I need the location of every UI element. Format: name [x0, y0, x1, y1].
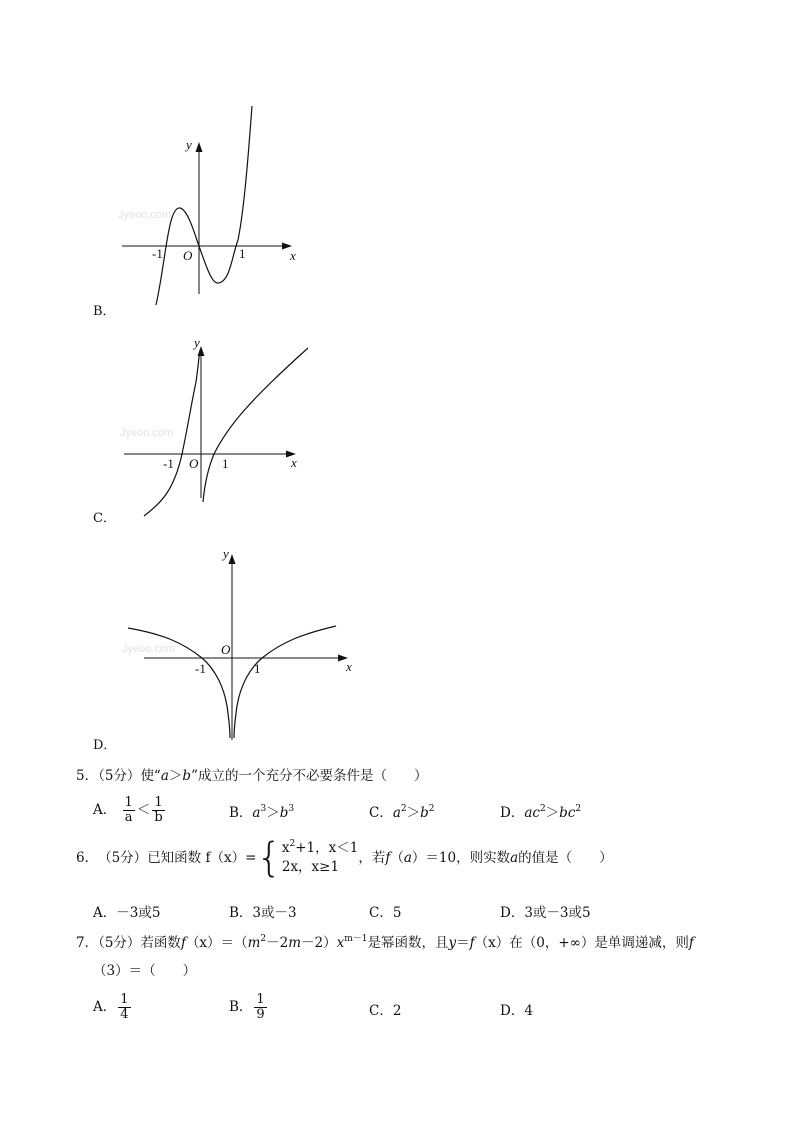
graph-d: [110, 540, 370, 745]
fraction: $\frac{1}{9}$: [256, 992, 265, 1022]
question-number: 7．: [76, 935, 99, 951]
y-axis-label: y: [223, 546, 229, 561]
tick-neg-one: -1: [163, 456, 174, 471]
graph-c: [110, 330, 320, 520]
tick-neg-one: -1: [152, 246, 163, 261]
q7-option-a[interactable]: A． $\frac{1}{4}$: [93, 992, 129, 1022]
q5-option-b[interactable]: B．$a^3>b^3$: [229, 804, 295, 821]
question-number: 6．: [76, 850, 99, 866]
option-c-label: C．: [93, 511, 116, 526]
q6-option-c[interactable]: C．5: [369, 905, 402, 921]
question-score: （5分）: [98, 850, 148, 866]
q7-option-b[interactable]: B． $\frac{1}{9}$: [229, 992, 265, 1022]
origin-label: O: [189, 456, 199, 471]
question-5-stem: 5．（5分）使“a＞b”成立的一个充分不必要条件是（ ）: [76, 768, 428, 784]
x-axis-label: x: [290, 248, 296, 263]
watermark: Jyeoo.com: [118, 209, 172, 221]
q7-option-c[interactable]: C．2: [369, 1003, 402, 1019]
graph-b: [110, 100, 310, 310]
x-axis-label: x: [346, 659, 352, 674]
option-d-label: D．: [93, 738, 117, 753]
case-1: $x^2+1$，x＜1: [281, 839, 359, 856]
question-score: （5分）: [98, 768, 141, 784]
brace-icon: {: [256, 835, 282, 881]
question-number: 5．: [76, 768, 99, 784]
q6-option-b[interactable]: B．3或－3: [229, 905, 297, 921]
curve-right-branch: [203, 348, 308, 502]
graph-b-svg: [110, 100, 310, 310]
question-6-stem: 6． （5分） 已知函数 f（x）= { $x^2+1$，x＜1 2x，x≥1 ，若 f （ a ） ＝10，则实数 a 的值是（ ）: [76, 835, 613, 881]
watermark: Jyeoo.com: [120, 427, 174, 439]
tick-one: 1: [254, 661, 261, 676]
function-curve: [156, 106, 252, 305]
y-axis-label: y: [186, 137, 192, 152]
q5-option-a[interactable]: A． $\frac{1}{a}$ ＜ $\frac{1}{b}$: [93, 795, 163, 825]
fraction: $\frac{1}{a}$: [124, 795, 133, 825]
question-7-stem-line2: （3）＝（ ）: [93, 963, 197, 979]
x-axis-label: x: [291, 455, 297, 470]
y-axis-arrow: [229, 554, 236, 564]
origin-label: O: [221, 642, 231, 657]
option-b-label: B．: [93, 304, 116, 319]
tick-neg-one: -1: [195, 661, 206, 676]
tick-one: 1: [222, 456, 229, 471]
fraction: $\frac{1}{4}$: [120, 992, 129, 1022]
graph-c-svg: [110, 330, 320, 520]
q6-option-a[interactable]: A．－3或5: [93, 905, 161, 921]
y-axis-label: y: [194, 335, 200, 350]
q7-option-d[interactable]: D．4: [500, 1003, 533, 1019]
case-2: 2x，x≥1: [281, 859, 340, 875]
curve-right-branch: [234, 626, 336, 738]
fraction: $\frac{1}{b}$: [154, 795, 163, 825]
origin-label: O: [183, 248, 193, 263]
tick-one: 1: [239, 246, 246, 261]
watermark: Jyeoo.com: [122, 643, 176, 655]
y-axis-arrow: [196, 142, 203, 152]
graph-d-svg: [110, 540, 370, 745]
q5-option-d[interactable]: D．$ac^2>bc^2$: [500, 804, 582, 821]
q6-option-d[interactable]: D．3或－3或5: [500, 905, 591, 921]
piecewise-function: [256, 835, 359, 881]
q5-option-c[interactable]: C．$a^2>b^2$: [369, 804, 435, 821]
question-score: （5分）: [98, 935, 141, 951]
question-7-stem: 7．（5分）若函数$f(x)=(m^2-2m-2)x^{m-1}$是幂函数，且y＝f（x）在（0，+∞）是单调递减，则f: [76, 934, 694, 951]
